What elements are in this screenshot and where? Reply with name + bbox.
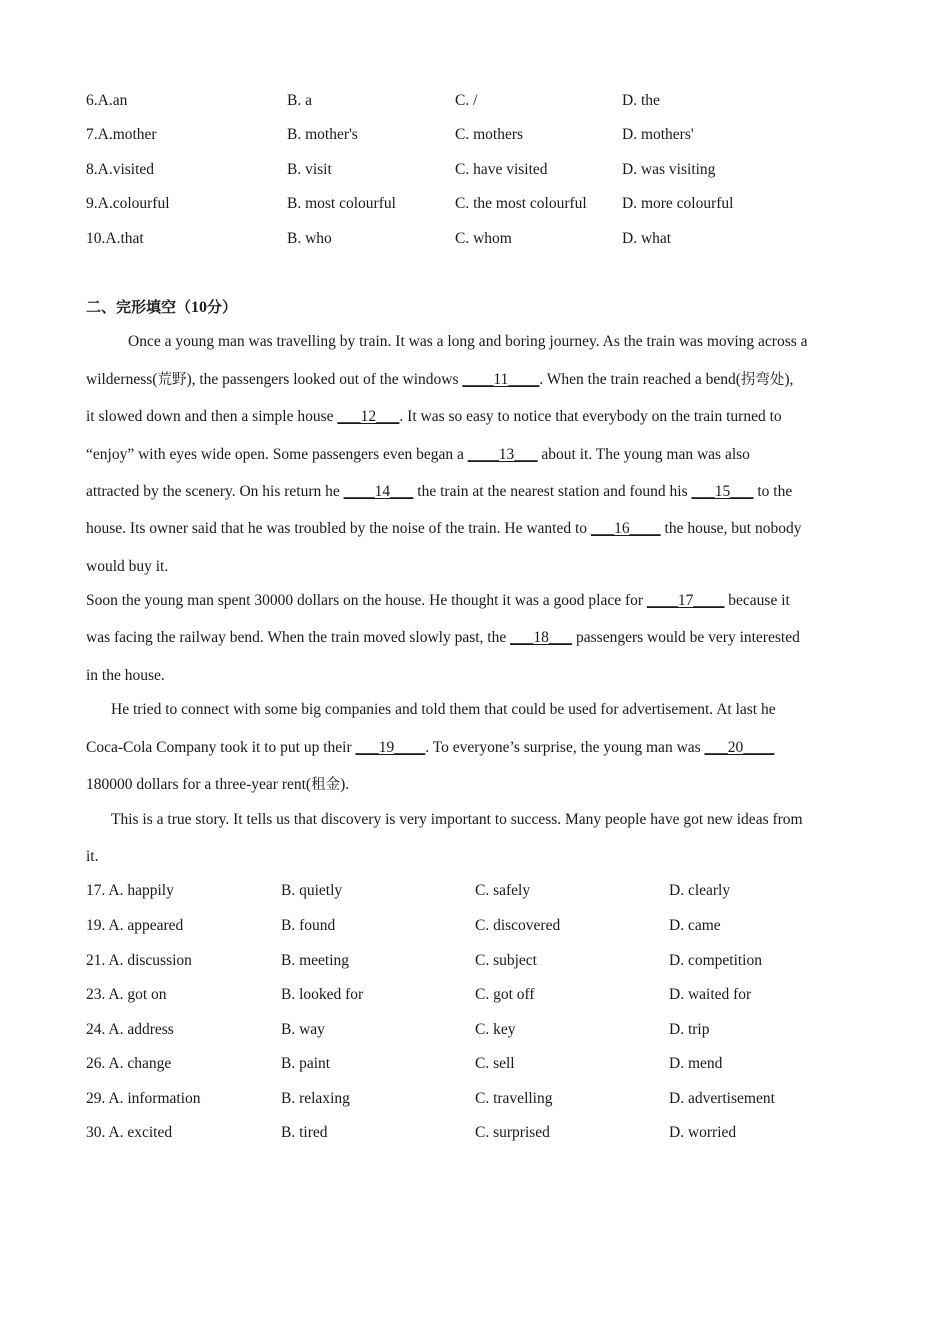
option-a: 10.A.that xyxy=(86,230,144,247)
passage-line-8: Soon the young man spent 30000 dollars on the house. He thought it was a good place for ____17____ because it xyxy=(86,592,790,609)
passage-line-9: was facing the railway bend. When the train moved slowly past, the ___18___ passengers would be very interested xyxy=(86,629,800,646)
option-b: B. relaxing xyxy=(281,1090,350,1107)
option-b: B. way xyxy=(281,1021,325,1038)
option-d: D. worried xyxy=(669,1124,737,1141)
option-b: B. tired xyxy=(281,1124,328,1141)
option-b: B. looked for xyxy=(281,986,364,1003)
passage-line-15: it. xyxy=(86,848,99,865)
option-a: 21. A. discussion xyxy=(86,952,192,969)
passage-line-3: it slowed down and then a simple house ___12___. It was so easy to notice that everybody on the train turned to xyxy=(86,408,782,425)
blank-16: ___16____ xyxy=(590,520,661,537)
option-c: C. safely xyxy=(475,882,531,899)
passage-line-14: This is a true story. It tells us that discovery is very important to success. Many people have got new ideas from xyxy=(111,811,803,828)
passage-line-13: 180000 dollars for a three-year rent(租金). xyxy=(86,776,350,793)
passage-line-11: He tried to connect with some big companies and told them that could be used for advertisement. At last he xyxy=(111,701,776,718)
option-b: B. meeting xyxy=(281,952,350,969)
blank-11: ____11____ xyxy=(462,371,540,388)
option-a: 17. A. happily xyxy=(86,882,174,899)
option-b: B. found xyxy=(281,917,336,934)
option-a: 9.A.colourful xyxy=(86,195,170,212)
option-a: 30. A. excited xyxy=(86,1124,173,1141)
passage-line-5: attracted by the scenery. On his return he ____14___ the train at the nearest station and found his ___15___ to the xyxy=(86,483,793,500)
option-c: C. whom xyxy=(455,230,512,247)
option-c: C. surprised xyxy=(475,1124,550,1141)
option-d: D. clearly xyxy=(669,882,731,899)
option-a: 6.A.an xyxy=(86,92,128,109)
option-b: B. visit xyxy=(287,161,332,178)
option-b: B. mother's xyxy=(287,126,358,143)
option-b: B. who xyxy=(287,230,332,247)
option-c: C. travelling xyxy=(475,1090,553,1107)
heading-score: 10 xyxy=(191,299,208,316)
option-c: C. mothers xyxy=(455,126,524,143)
blank-15: ___15___ xyxy=(691,483,754,500)
option-a: 23. A. got on xyxy=(86,986,167,1003)
option-d: D. came xyxy=(669,917,721,934)
option-c: C. got off xyxy=(475,986,535,1003)
blank-18: ___18___ xyxy=(510,629,573,646)
passage-line-6: house. Its owner said that he was troubled by the noise of the train. He wanted to ___16____ the house, but nobody xyxy=(86,520,802,537)
option-a: 26. A. change xyxy=(86,1055,172,1072)
option-d: D. mothers' xyxy=(622,126,694,143)
option-b: B. most colourful xyxy=(287,195,396,212)
option-c: C. have visited xyxy=(455,161,548,178)
option-d: D. competition xyxy=(669,952,762,969)
heading-prefix: 二、完形填空（ xyxy=(86,298,192,316)
option-d: D. advertisement xyxy=(669,1090,775,1107)
option-d: D. more colourful xyxy=(622,195,734,212)
passage-line-7: would buy it. xyxy=(86,558,169,575)
passage-line-4: “enjoy” with eyes wide open. Some passengers even began a ____13___ about it. The young man was also xyxy=(86,446,750,463)
blank-13: ____13___ xyxy=(467,446,538,463)
option-a: 19. A. appeared xyxy=(86,917,184,934)
blank-12: ___12___ xyxy=(337,408,400,425)
option-a: 24. A. address xyxy=(86,1021,174,1038)
section-heading xyxy=(86,296,237,319)
option-d: D. was visiting xyxy=(622,161,716,178)
blank-20: ___20____ xyxy=(704,739,775,756)
option-d: D. mend xyxy=(669,1055,723,1072)
option-d: D. what xyxy=(622,230,672,247)
option-d: D. trip xyxy=(669,1021,710,1038)
option-d: D. waited for xyxy=(669,986,752,1003)
option-c: C. the most colourful xyxy=(455,195,587,212)
option-b: B. paint xyxy=(281,1055,331,1072)
heading-suffix: 分） xyxy=(207,298,238,316)
option-b: B. a xyxy=(287,92,312,109)
option-d: D. the xyxy=(622,92,660,109)
passage-line-2: wilderness(荒野), the passengers looked out of the windows ____11____. When the train reached a bend(拐弯处), xyxy=(86,371,794,388)
option-c: C. key xyxy=(475,1021,516,1038)
passage-line-10: in the house. xyxy=(86,667,165,684)
option-c: C. / xyxy=(455,92,478,109)
blank-14: ____14___ xyxy=(343,483,414,500)
blank-17: ____17____ xyxy=(646,592,725,609)
option-c: C. subject xyxy=(475,952,537,969)
passage-line-12: Coca-Cola Company took it to put up their ___19____. To everyone’s surprise, the young man was ___20____ xyxy=(86,739,775,756)
passage-line-1: Once a young man was travelling by train. It was a long and boring journey. As the train was moving across a xyxy=(128,333,808,350)
option-a: 29. A. information xyxy=(86,1090,201,1107)
option-c: C. sell xyxy=(475,1055,515,1072)
option-a: 8.A.visited xyxy=(86,161,155,178)
option-a: 7.A.mother xyxy=(86,126,157,143)
blank-19: ___19____ xyxy=(355,739,426,756)
option-b: B. quietly xyxy=(281,882,343,899)
option-c: C. discovered xyxy=(475,917,561,934)
